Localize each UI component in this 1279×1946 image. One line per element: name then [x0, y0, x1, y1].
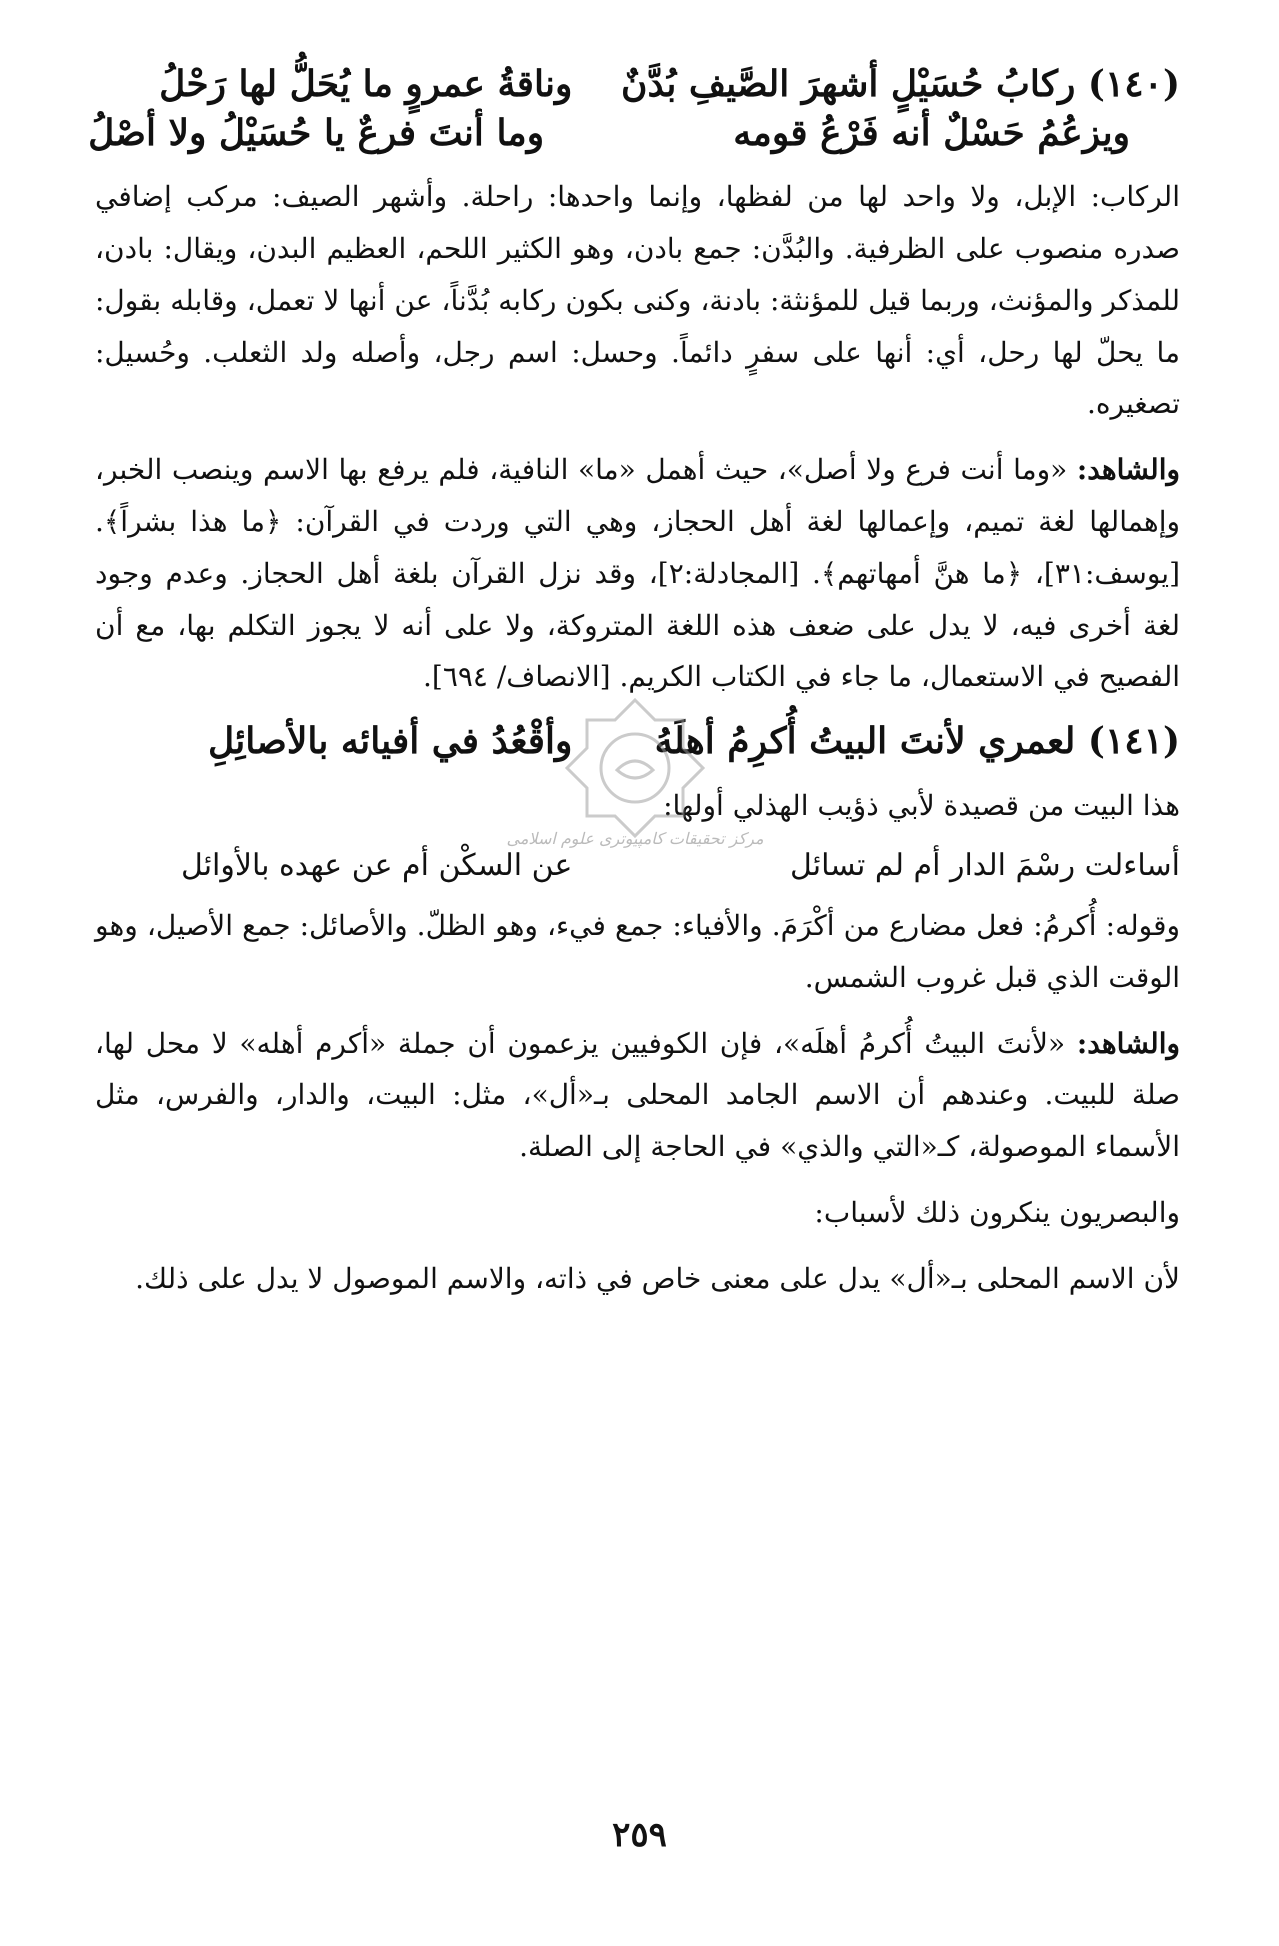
evidence-text: «وما أنت فرع ولا أصل»، حيث أهمل «ما» النافية، فلم يرفع بها الاسم وينصب الخبر، وإهمالها لغة تميم، وإعمالها لغة أهل الحجاز، وهي التي وردت في القرآن: ﴿ما هذا بشراً﴾. [يوسف:٣١]، ﴿ما هنَّ أمهاتهم﴾. [المجادلة:٢]، وقد نزل القرآن بلغة أهل الحجاز. وعدم وجود لغة أخرى فيه، لا يدل على ضعف هذه اللغة المتروكة، ولا على أنه لا يجوز التكلم بها، مع أن الفصيح في الاستعمال، ما جاء في الكتاب الكريم. [الانصاف/ ٦٩٤]. [95, 453, 1180, 694]
evidence-paragraph-2 [95, 1018, 1180, 1173]
stamp-emblem-icon [505, 690, 765, 850]
evidence-lead: والشاهد: [1076, 453, 1181, 487]
watermark-stamp [505, 690, 765, 850]
verse-140-hemistich-3: ويزعُمُ حَسْلٌ أنه فَرْعُ قومه [733, 111, 1130, 154]
quoted-verse-hemistich-1: أساءلت رسْمَ الدار أم لم تسائل [790, 847, 1180, 883]
page-number: ٢٥٩ [612, 1815, 667, 1855]
evidence-paragraph [95, 444, 1180, 703]
verse-text: ركابُ حُسَيْلٍ أشهرَ الصَّيفِ بُدَّنٌ [621, 63, 1076, 105]
evidence-lead: والشاهد: [1076, 1026, 1180, 1060]
commentary-paragraph: الركاب: الإبل، ولا واحد لها من لفظها، وإنما واحدها: راحلة. وأشهر الصيف: مركب إضافي صدره منصوب على الظرفية. والبُدَّن: جمع بادن، وهو الكثير اللحم، العظيم البدن، ويقال: بادن، للمذكر والمؤنث، وربما قيل للمؤنثة: بادنة، وكنى بكون ركابه بُدَّناً، عن أنها لا تعمل، وقابله بقول: ما يحلّ لها رحل، أي: أنها على سفرٍ دائماً. وحسل: اسم رجل، وأصله ولد الثعلب. وحُسيل: تصغيره. [95, 180, 1180, 421]
quoted-verse-hemistich-2: عن السكْن أم عن عهده بالأوائل [180, 847, 573, 883]
vocabulary-paragraph: وقوله: أُكرمُ: فعل مضارع من أكْرَمَ. والأفياء: جمع فيء، وهو الظلّ. والأصائل: جمع الأصيل، وهو الوقت الذي قبل غروب الشمس. [95, 909, 1180, 994]
verse-text: لعمري لأنتَ البيتُ أُكرِمُ أهلَهُ [654, 720, 1076, 763]
verse-140-hemistich-4: وما أنتَ فرعٌ يا حُسَيْلُ ولا أصْلُ [88, 111, 545, 154]
verse-140-hemistich-1 [594, 60, 1180, 109]
evidence-text: «لأنتَ البيتُ أُكرمُ أهلَه»، فإن الكوفيين يزعمون أن جملة «أكرم أهله» لا محل لها، صلة للبيت. وعندهم أن الاسم الجامد المحلى بـ«أل»، مثل: البيت، والدار، والفرس، مثل الأسماء الموصولة، كـ«التي والذي» في الحاجة إلى الصلة. [95, 1026, 1180, 1164]
quoted-verse [95, 846, 1180, 887]
verse-140-line-1 [95, 60, 1180, 109]
verse-number: (١٤١) [1087, 720, 1180, 763]
basrans-paragraph: والبصريون ينكرون ذلك لأسباب: [814, 1196, 1180, 1230]
stamp-text: مركز تحقیقات کامپیوتری علوم اسلامی [506, 829, 764, 848]
source-paragraph: هذا البيت من قصيدة لأبي ذؤيب الهذلي أولها: [663, 788, 1180, 822]
verse-140-line-2 [88, 109, 1180, 158]
verse-141-hemistich-2: وأقْعُدُ في أفيائه بالأصائِلِ [208, 720, 573, 763]
verse-number: (١٤٠) [1087, 63, 1180, 105]
verse-140-hemistich-2: وناقةُ عمروٍ ما يُحَلُّ لها رَحْلُ [159, 63, 573, 105]
reason-paragraph: لأن الاسم المحلى بـ«أل» يدل على معنى خاص في ذاته، والاسم الموصول لا يدل على ذلك. [135, 1261, 1180, 1295]
